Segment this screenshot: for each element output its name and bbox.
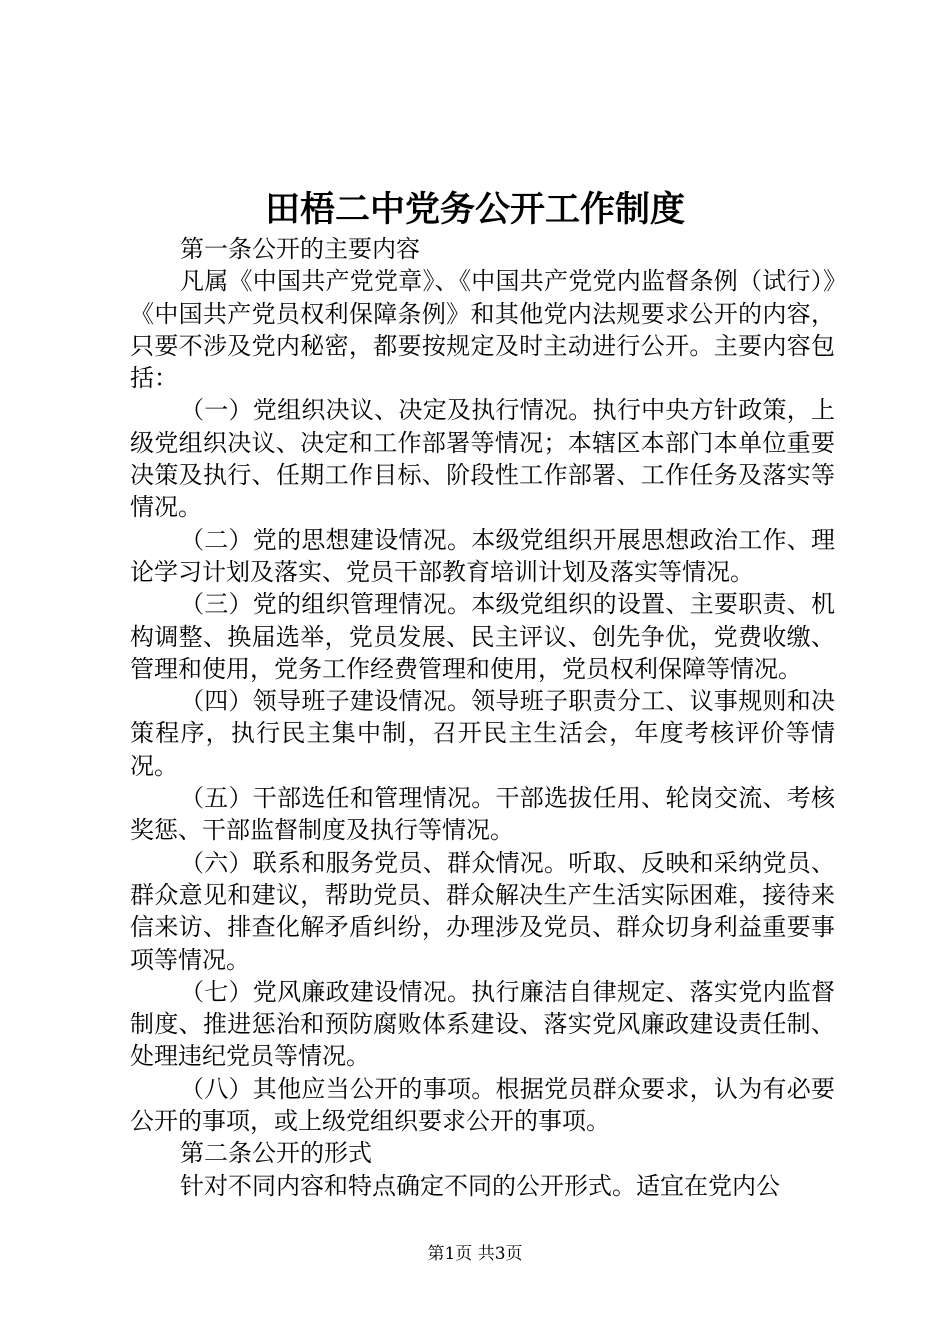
paragraph: 凡属《中国共产党党章》、《中国共产党党内监督条例（试行）》《中国共产党员权利保障条例》和其他党内法规要求公开的内容，只要不涉及党内秘密，都要按规定及时主动进行公开。主要内容包括： [130, 267, 835, 393]
page-footer: 第1页 共3页 [427, 1244, 523, 1264]
paragraph: （四）领导班子建设情况。领导班子职责分工、议事规则和决策程序，执行民主集中制，召开民主生活会，年度考核评价等情况。 [130, 687, 835, 780]
paragraph: （二）党的思想建设情况。本级党组织开展思想政治工作、理论学习计划及落实、党员干部教育培训计划及落实等情况。 [130, 525, 835, 586]
paragraph: 针对不同内容和特点确定不同的公开形式。适宜在党内公 [180, 1171, 780, 1200]
document-title: 田梧二中党务公开工作制度 [264, 189, 685, 230]
paragraph: （八）其他应当公开的事项。根据党员群众要求，认为有必要公开的事项，或上级党组织要求公开的事项。 [130, 1074, 835, 1136]
paragraph: （六）联系和服务党员、群众情况。听取、反映和采纳党员、群众意见和建议，帮助党员、群众解决生产生活实际困难，接待来信来访、排查化解矛盾纠纷，办理涉及党员、群众切身利益重要事项等情况。 [130, 848, 835, 974]
paragraph: （五）干部选任和管理情况。干部选拔任用、轮岗交流、考核奖惩、干部监督制度及执行等情况。 [130, 784, 835, 845]
document-body [130, 233, 835, 1202]
paragraph: （一）党组织决议、决定及执行情况。执行中央方针政策，上级党组织决议、决定和工作部署等情况；本辖区本部门本单位重要决策及执行、任期工作目标、阶段性工作部署、工作任务及落实等情况。 [130, 396, 835, 522]
paragraph: （七）党风廉政建设情况。执行廉洁自律规定、落实党内监督制度、推进惩治和预防腐败体系建设、落实党风廉政建设责任制、处理违纪党员等情况。 [130, 977, 835, 1071]
section-heading-2: 第二条公开的形式 [180, 1139, 372, 1168]
paragraph: （三）党的组织管理情况。本级党组织的设置、主要职责、机构调整、换届选举，党员发展、民主评议、创先争优，党费收缴、管理和使用，党务工作经费管理和使用，党员权利保障等情况。 [130, 590, 835, 683]
section-heading-1: 第一条公开的主要内容 [180, 235, 420, 263]
